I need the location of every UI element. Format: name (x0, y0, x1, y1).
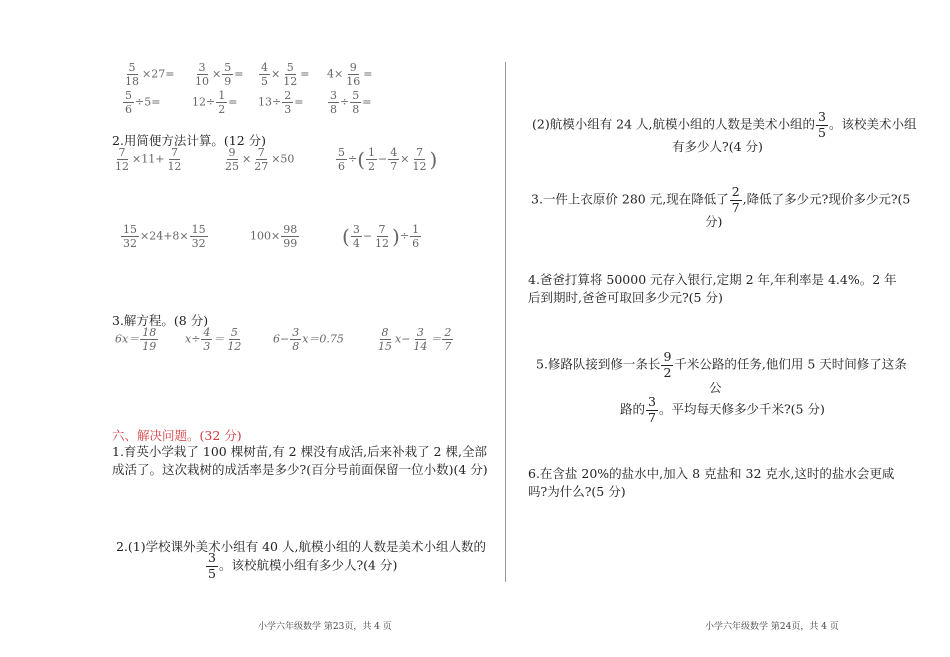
question-text: 1.育英小学栽了 100 棵树苗,有 2 棵没有成活,后来补栽了 2 棵,全部成活了。这次栽树的成活率是多少?(百分号前面保留一位小数)(4 分) (112, 444, 488, 477)
question-text: 公 (709, 380, 722, 395)
question-text: 路的 $\frac{3}{7}$ 。平均每天修多少千米?(5 分) (620, 394, 825, 425)
section-title: 3.解方程。(8 分) (112, 313, 209, 328)
question-text: 6.在含盐 20%的盐水中,加入 8 克盐和 32 克水,这时的盐水会更咸吗?为什么?(5 分) (528, 466, 895, 499)
calc-expression: $\frac{3}{8}$ ÷ $\frac{5}{8}$ = (330, 89, 372, 116)
section-title: 六、解决问题。(32 分) (112, 428, 242, 443)
question-text: 分) (705, 214, 723, 229)
equation: x÷ $\frac{4}{3}$ ＝ $\frac{5}{12}$ (185, 326, 242, 353)
question-text: (2)航模小组有 24 人,航模小组的人数是美术小组的 $\frac{3}{5}$ 。该校美术小组 (532, 109, 917, 140)
calc-expression: $\frac{5}{18}$ ×27= (125, 61, 175, 88)
question-text: 3.一件上衣原价 280 元,现在降低了 $\frac{2}{7}$ ,降低了多少元?现价多少元?(5 (531, 184, 911, 215)
simplify-expression: ( $\frac{3}{4}$ − $\frac{7}{12}$ )÷ $\frac{1}{6}$ (342, 223, 420, 250)
simplify-expression: $\frac{9}{25}$ × $\frac{7}{27}$ ×50 (225, 146, 295, 173)
question-text: $\frac{3}{5}$ 。该校航模小组有多少人?(4 分) (208, 550, 398, 581)
calc-expression: 12÷ $\frac{1}{2}$ = (192, 89, 238, 116)
calc-expression: $\frac{5}{6}$ ÷5= (125, 89, 161, 116)
calc-expression: 13÷ $\frac{2}{3}$ = (258, 89, 304, 116)
simplify-expression: $\frac{5}{6}$ ÷( $\frac{1}{2}$ − $\frac{4}{7}$ × $\frac{7}{12}$ ) (338, 146, 438, 173)
section-title: 2.用简便方法计算。(12 分) (112, 133, 267, 148)
calc-expression: $\frac{3}{10}$ × $\frac{5}{9}$ = (195, 61, 244, 88)
equation: 6x＝ $\frac{18}{19}$ (115, 326, 157, 353)
simplify-expression: 100× $\frac{98}{99}$ (250, 223, 298, 250)
calc-expression: 4× $\frac{9}{16}$ = (327, 61, 373, 88)
calc-expression: $\frac{4}{5}$ × $\frac{5}{12}$ = (261, 61, 310, 88)
question-text: 2.(1)学校课外美术小组有 40 人,航模小组的人数是美术小组人数的 (116, 539, 486, 554)
page-footer: 小学六年级数学 第24页，共 4 页 (705, 622, 839, 632)
simplify-expression: $\frac{15}{32}$ ×24+8× $\frac{15}{32}$ (123, 223, 206, 250)
simplify-expression: $\frac{7}{12}$ ×11+ $\frac{7}{12}$ (115, 146, 182, 173)
question-text: 4.爸爸打算将 50000 元存入银行,定期 2 年,年利率是 4.4%。2 年后到期时,爸爸可取回多少元?(5 分) (528, 272, 897, 305)
page-footer: 小学六年级数学 第23页，共 4 页 (258, 622, 392, 632)
question-text: 有多少人?(4 分) (672, 139, 763, 154)
question-text: 5.修路队接到修一条长 $\frac{9}{2}$ 千米公路的任务,他们用 5 天时间修了这条 (536, 349, 907, 380)
page-divider (505, 62, 506, 582)
equation: $\frac{8}{15}$ x− $\frac{3}{14}$ ＝ $\frac{2}{7}$ (378, 326, 452, 353)
equation: 6− $\frac{3}{8}$ x＝0.75 (273, 326, 344, 353)
